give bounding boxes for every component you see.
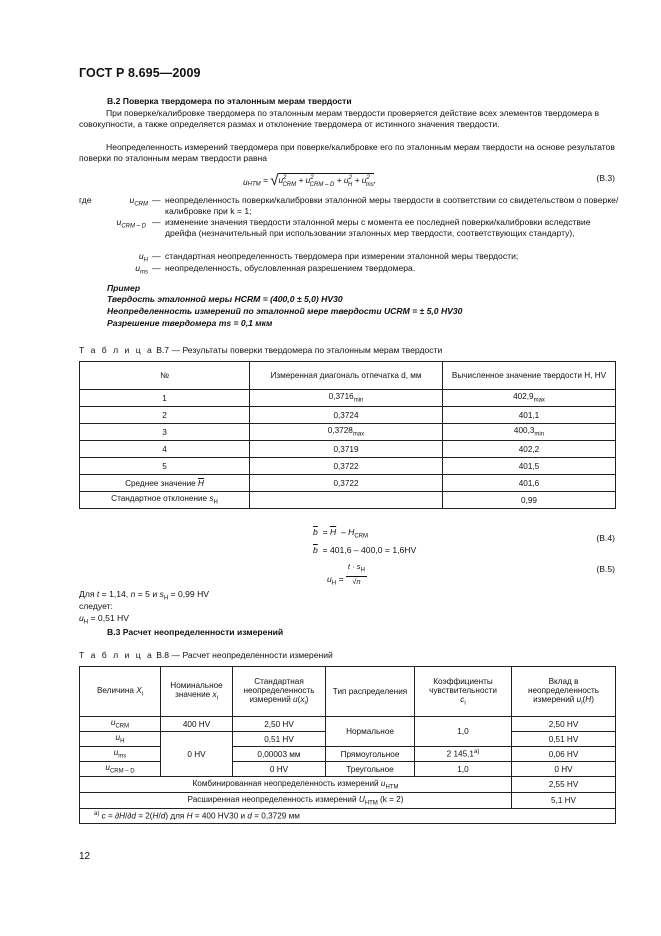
eq-number-b3: (В.3)	[596, 173, 615, 183]
follows-text: следует:	[79, 601, 113, 611]
table-row: 4 0,3719 402,2	[80, 441, 616, 458]
given-values: Для t = 1,14, n = 5 и $s_H = 0,99$ HV	[79, 589, 210, 602]
formula-b5: $u_H$ = $\frac{t \cdot s_H}{√n}$	[327, 562, 365, 587]
table-b7	[79, 361, 616, 509]
section-b3-title: В.3 Расчет неопределенности измерений	[107, 627, 284, 637]
table-header: Номинальное значение $x_i$	[161, 667, 233, 717]
table-row: $u_{CRM - D}$ 0 HV Треугольное 1,0 0 HV	[80, 762, 616, 777]
result-uh: $u_H = 0,51$ HV	[79, 613, 129, 626]
table-row: Среднее значение $\overline{H}$ 0,3722 401,6	[80, 475, 616, 492]
document-header: ГОСТ Р 8.695—2009	[79, 66, 201, 80]
example-line-3: Разрешение твердомера ms = 0,1 мкм	[107, 318, 273, 328]
table-row: Комбинированная неопределенность измерений $u_{HTM}$ 2,55 HV	[80, 777, 616, 793]
eq-number-b4: (В.4)	[596, 533, 615, 543]
example-line-2: Неопределенность измерений по эталонной мере твердости UCRM = ± 5,0 HV30	[107, 306, 463, 316]
formula-b4: $\overline{b} = \overline{H} - H_{CRM}$	[313, 527, 369, 540]
table-b7-caption: Т а б л и ц а В.7 — Результаты поверки твердомера по эталонным мерам твердости	[79, 345, 443, 355]
eq-number-b5: (В.5)	[596, 564, 615, 574]
table-header: Стандартная неопределенность измерений $u(x_i)$	[233, 667, 326, 717]
page-number: 12	[79, 851, 91, 862]
formula-b4-calc: $\overline{b} = 401,6 - 400,0 = 1,6HV$	[313, 545, 417, 555]
section-b2-title: В.2 Поверка твердомера по эталонным мерам твердости	[107, 96, 352, 106]
table-row: 1 $0,3716_{min}$ $402,9_{max}$	[80, 390, 616, 407]
table-row: $u_{CRM}$ 400 HV 2,50 HV Нормальное 1,0 2,50 HV	[80, 717, 616, 732]
where-label: где	[79, 195, 92, 205]
table-header: Коэффициенты чувствительности $c_i$	[415, 667, 512, 717]
table-footnote: $^{а)}$ c = ∂H/∂d = 2(H/d) для H = 400 HV30 и d = 0,3729 мм	[80, 809, 616, 824]
formula-b3: $u_{HTM} = √u^2_{CRM} + u^2_{CRM - D} + u^2_H + u^2_{ms}$,	[243, 172, 377, 189]
table-row: $u_H$ 0 HV 0,51 HV 0,51 HV	[80, 732, 616, 747]
table-row: Стандартное отклонение $s_H$ 0,99	[80, 492, 616, 509]
paragraph-2: Неопределенность измерений твердомера при поверке/калибровке его по эталонным мерам твердости на основе результатов поверки по эталонным мерам твердости равна	[79, 142, 615, 164]
example-line-1: Твердость эталонной меры HCRM = (400,0 ± 5,0) HV30	[107, 294, 343, 304]
table-header: Величина $X_i$	[80, 667, 161, 717]
table-header: №	[80, 362, 250, 390]
table-header: Вычисленное значение твердости H, HV	[443, 362, 616, 390]
table-b8	[79, 666, 616, 824]
table-row: 2 0,3724 401,1	[80, 407, 616, 424]
table-header: Тип распределения	[326, 667, 415, 717]
table-row: $u_{ms}$ 0,00003 мм Прямоугольное 2 $145,1^{а)}$ 0,06 HV	[80, 747, 616, 762]
table-row: 5 0,3722 401,5	[80, 458, 616, 475]
example-title: Пример	[107, 283, 141, 293]
table-header: Вклад в неопределенность измерений $u_i(H)$	[512, 667, 616, 717]
paragraph-1: При поверке/калибровке твердомера по эталонным мерам твердости проверяется действие всех элементов твердомера в совокупности, а также определяется размах и отклонение твердомера от истинного значения твердости.	[79, 108, 600, 130]
table-b8-caption: Т а б л и ц а В.8 — Расчет неопределенности измерений	[79, 650, 333, 660]
table-row: 3 $0,3728_{max}$ $400,3_{min}$	[80, 424, 616, 441]
table-header: Измеренная диагональ отпечатка d, мм	[250, 362, 443, 390]
table-row: Расширенная неопределенность измерений $U_{HTM}$ (k = 2) 5,1 HV	[80, 793, 616, 809]
